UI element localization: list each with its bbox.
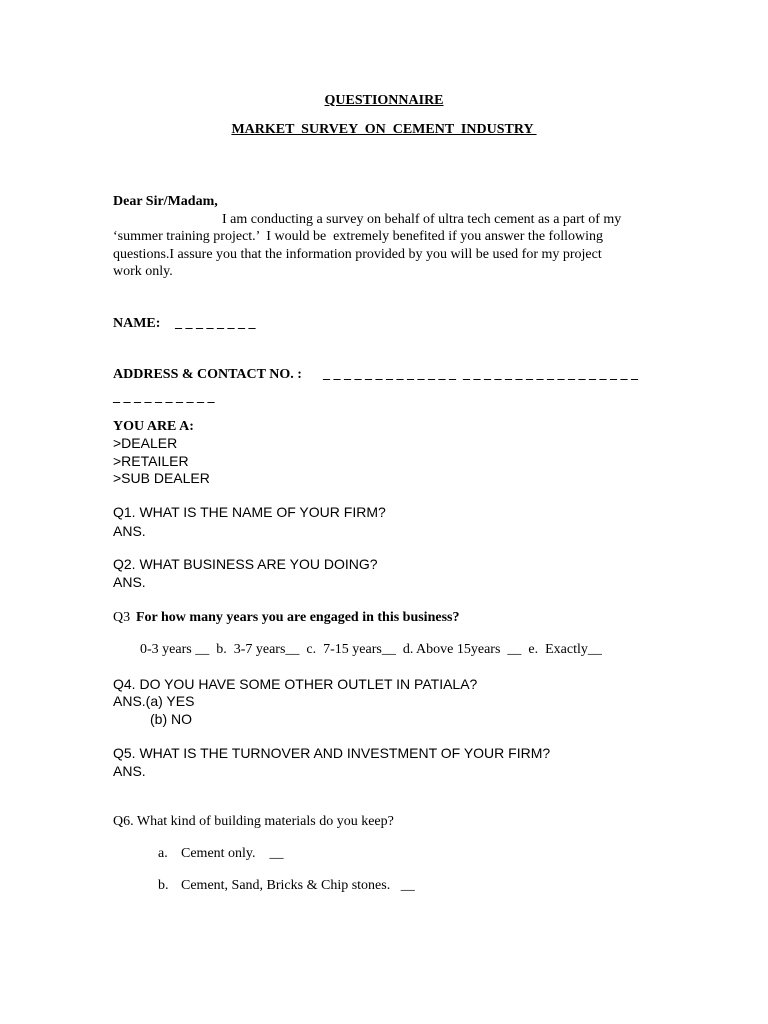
name-label: NAME: <box>113 316 161 331</box>
address-label: ADDRESS & CONTACT NO. : <box>113 367 302 382</box>
q5-answer: ANS. <box>113 763 146 779</box>
option-sub-dealer: >SUB DEALER <box>113 470 210 486</box>
q4-answer-yes: ANS.(a) YES <box>113 693 195 709</box>
q6-option-a-letter: a. <box>158 846 168 861</box>
q6-option-b-letter: b. <box>158 878 169 893</box>
intro-line-1: I am conducting a survey on behalf of ultra tech cement as a part of my <box>222 212 622 227</box>
name-blank: _ _ _ _ _ _ _ _ <box>175 316 256 331</box>
option-dealer: >DEALER <box>113 435 178 451</box>
q3-options: 0-3 years __ b. 3-7 years__ c. 7-15 years__ d. Above 15years __ e. Exactly__ <box>140 642 602 657</box>
q6-question: Q6. What kind of building materials do you keep? <box>113 814 394 829</box>
address-blank-1: _ _ _ _ _ _ _ _ _ _ _ _ _ _ _ _ _ _ _ _ _ _ _ _ _ _ _ _ _ _ <box>323 367 638 382</box>
intro-line-4: work only. <box>113 264 173 279</box>
q3-question: For how many years you are engaged in this business? <box>136 610 460 625</box>
q4-question: Q4. DO YOU HAVE SOME OTHER OUTLET IN PATIALA? <box>113 676 478 692</box>
q1-question: Q1. WHAT IS THE NAME OF YOUR FIRM? <box>113 504 386 520</box>
q4-answer-no: (b) NO <box>150 711 192 727</box>
doc-subtitle: MARKET SURVEY ON CEMENT INDUSTRY <box>231 122 537 137</box>
q5-question: Q5. WHAT IS THE TURNOVER AND INVESTMENT OF YOUR FIRM? <box>113 745 551 761</box>
option-retailer: >RETAILER <box>113 453 189 469</box>
q6-option-a-text: Cement only. __ <box>181 846 284 861</box>
intro-line-3: questions.I assure you that the information provided by you will be used for my project <box>113 247 602 262</box>
q2-question: Q2. WHAT BUSINESS ARE YOU DOING? <box>113 556 378 572</box>
doc-title: QUESTIONNAIRE <box>324 93 444 108</box>
salutation: Dear Sir/Madam, <box>113 194 218 209</box>
you-are-heading: YOU ARE A: <box>113 419 194 434</box>
q1-answer: ANS. <box>113 523 146 539</box>
q2-answer: ANS. <box>113 574 146 590</box>
q3-number: Q3 <box>113 610 131 625</box>
intro-line-2: ‘summer training project.’ I would be extremely benefited if you answer the following <box>113 229 603 244</box>
address-blank-2: _ _ _ _ _ _ _ _ _ _ <box>113 390 215 405</box>
q6-option-b-text: Cement, Sand, Bricks & Chip stones. __ <box>181 878 415 893</box>
